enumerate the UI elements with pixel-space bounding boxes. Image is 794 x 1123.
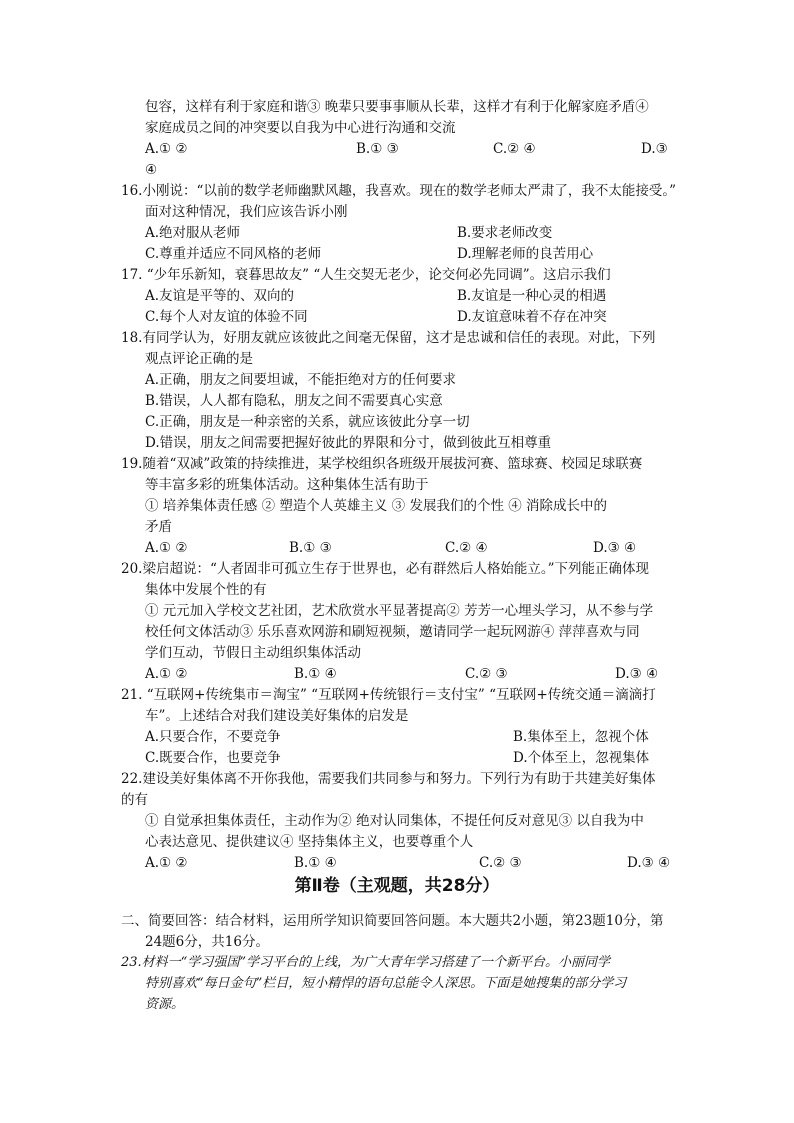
q18-stem-line-2: 观点评论正确的是: [145, 351, 253, 367]
q23-material-line-2: 特别喜欢“每日金句”栏目，短小精悍的语句总能令人深思。下面是她搜集的部分学习: [145, 976, 627, 991]
q16-option-b[interactable]: B.要求老师改变: [457, 225, 553, 241]
q20-stem-line-2: 集体中发展个性的有: [145, 582, 267, 598]
q20-statements-line-2: 校任何文体活动③ 乐乐喜欢网游和刷短视频，邀请同学一起玩网游④ 萍萍喜欢与同: [145, 624, 640, 640]
q21-option-b[interactable]: B.集体至上，忽视个体: [513, 729, 649, 745]
q16-option-d[interactable]: D.理解老师的良苦用心: [457, 246, 594, 262]
q22-stem-line-2: 的有: [121, 792, 148, 808]
q18-option-a[interactable]: A.正确，朋友之间要坦诚，不能拒绝对方的任何要求: [145, 372, 457, 388]
q15-option-c[interactable]: C.② ④: [493, 141, 536, 157]
q19-statements-line-1: ① 培养集体责任感 ② 塑造个人英雄主义 ③ 发展我们的个性 ④ 消除成长中的: [145, 498, 608, 514]
q20-statements-line-3: 学们互动，节假日主动组织集体活动: [145, 645, 361, 661]
q15-option-a[interactable]: A.① ②: [145, 141, 188, 157]
q15-text-line-1: 包容，这样有利于家庭和谐③ 晚辈只要事事顺从长辈，这样才有利于化解家庭矛盾④: [145, 99, 649, 115]
q22-option-b[interactable]: B.① ④: [294, 855, 337, 871]
q19-statements-line-2: 矛盾: [145, 519, 172, 535]
q20-option-d[interactable]: D.③ ④: [615, 666, 659, 682]
q19-option-a[interactable]: A.① ②: [145, 540, 188, 556]
q15-text-line-2: 家庭成员之间的冲突要以自我为中心进行沟通和交流: [145, 120, 456, 136]
q22-statements-line-1: ① 自觉承担集体责任，主动作为② 绝对认同集体，不提任何反对意见③ 以自我为中: [145, 813, 644, 829]
q23-material-line-3: 资源。: [145, 997, 185, 1012]
q15-option-d[interactable]: D.③: [641, 141, 668, 157]
q21-stem-line-1: 21. “互联网+传统集市＝淘宝” “互联网+传统银行＝支付宝” “互联网+传统交通＝滴滴打: [121, 687, 656, 703]
q21-stem-line-2: 车”。上述结合对我们建设美好集体的启发是: [145, 708, 409, 724]
q20-stem-line-1: 20.梁启超说：“人者固非可孤立生存于世界也，必有群然后人格始能立。”下列能正确体现: [121, 561, 650, 577]
q17-option-a[interactable]: A.友谊是平等的、双向的: [145, 288, 295, 304]
q16-stem-line-1: 16.小刚说：“以前的数学老师幽默风趣，我喜欢。现在的数学老师太严肃了，我不太能接受。”: [121, 183, 677, 199]
q20-statements-line-1: ① 元元加入学校文艺社团，艺术欣赏水平显著提高② 芳芳一心埋头学习，从不参与学: [145, 603, 654, 619]
q22-option-a[interactable]: A.① ②: [145, 855, 188, 871]
q18-option-c[interactable]: C.正确，朋友是一种亲密的关系，就应该彼此分享一切: [145, 414, 470, 430]
q20-option-b[interactable]: B.① ④: [294, 666, 337, 682]
q20-option-c[interactable]: C.② ③: [465, 666, 508, 682]
q19-stem-line-1: 19.随着“双减”政策的持续推进，某学校组织各班级开展拔河赛、篮球赛、校园足球联赛: [121, 456, 643, 472]
q21-option-c[interactable]: C.既要合作，也要竞争: [145, 750, 281, 766]
q17-option-d[interactable]: D.友谊意味着不存在冲突: [457, 309, 607, 325]
q19-option-c[interactable]: C.② ④: [445, 540, 488, 556]
q18-option-b[interactable]: B.错误，人人都有隐私，朋友之间不需要真心实意: [145, 393, 443, 409]
q17-option-b[interactable]: B.友谊是一种心灵的相遇: [457, 288, 607, 304]
q22-option-c[interactable]: C.② ③: [479, 855, 522, 871]
q23-material-line-1: 23.材料一“学习强国”学习平台的上线，为广大青年学习搭建了一个新平台。小丽同学: [121, 955, 610, 970]
q22-option-d[interactable]: D.③ ④: [627, 855, 671, 871]
q17-option-c[interactable]: C.每个人对友谊的体验不同: [145, 309, 308, 325]
q18-stem-line-1: 18.有同学认为，好朋友就应该彼此之间毫无保留，这才是忠诚和信任的表现。对此，下列: [121, 330, 656, 346]
q16-option-c[interactable]: C.尊重并适应不同风格的老师: [145, 246, 322, 262]
part2-instructions-line-1: 二、简要回答：结合材料，运用所学知识简要回答问题。本大题共2小题，第23题10分，第: [121, 913, 664, 929]
q16-option-a[interactable]: A.绝对服从老师: [145, 225, 241, 241]
q21-option-d[interactable]: D.个体至上，忽视集体: [513, 750, 650, 766]
q19-option-b[interactable]: B.① ③: [289, 540, 332, 556]
q22-stem-line-1: 22.建设美好集体离不开你我他，需要我们共同参与和努力。下列行为有助于共建美好集体: [121, 771, 656, 787]
q19-option-d[interactable]: D.③ ④: [593, 540, 637, 556]
q22-statements-line-2: 心表达意见、提供建议④ 坚持集体主义，也要尊重个人: [145, 834, 474, 850]
q17-stem: 17. “少年乐新知，衰暮思故友” “人生交契无老少，论交何必先同调”。这启示我们: [121, 267, 611, 283]
part2-instructions-line-2: 24题6分，共16分。: [145, 934, 269, 950]
q18-option-d[interactable]: D.错误，朋友之间需要把握好彼此的界限和分寸，做到彼此互相尊重: [145, 435, 552, 451]
q15-option-b[interactable]: B.① ③: [356, 141, 399, 157]
q21-option-a[interactable]: A.只要合作，不要竞争: [145, 729, 281, 745]
q15-option-d-wrap: ④: [145, 162, 158, 178]
section-title: 第Ⅱ卷（主观题，共28分）: [294, 876, 500, 896]
q19-stem-line-2: 等丰富多彩的班集体活动。这种集体生活有助于: [145, 477, 429, 493]
q20-option-a[interactable]: A.① ②: [145, 666, 188, 682]
q16-stem-line-2: 面对这种情况，我们应该告诉小刚: [145, 204, 348, 220]
